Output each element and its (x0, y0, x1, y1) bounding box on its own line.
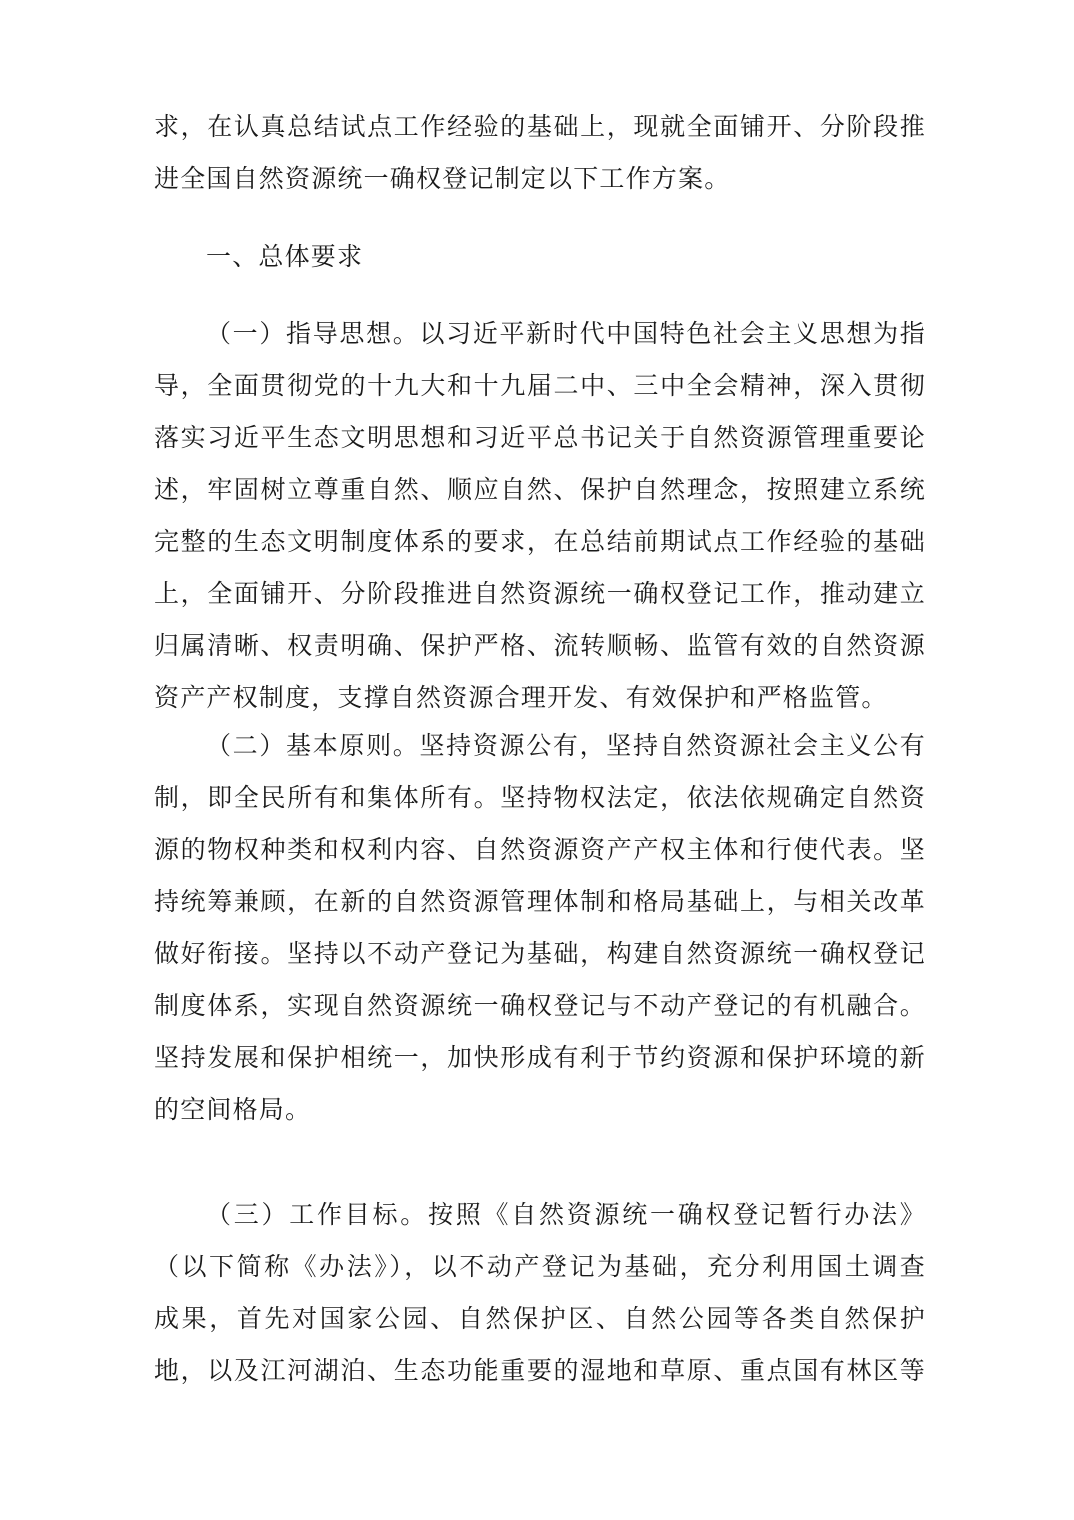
para2-line-5: 做好衔接。坚持以不动产登记为基础，构建自然资源统一确权登记 (154, 939, 926, 968)
para1-line-1: （一）指导思想。以习近平新时代中国特色社会主义思想为指 (206, 319, 926, 348)
section-heading-block (154, 231, 926, 283)
para1-line-2: 导，全面贯彻党的十九大和十九届二中、三中全会精神，深入贯彻 (154, 371, 926, 400)
para3-line-2: （以下简称《办法》），以不动产登记为基础，充分利用国土调查 (154, 1252, 926, 1281)
para2-line-7: 坚持发展和保护相统一，加快形成有利于节约资源和保护环境的新 (154, 1043, 926, 1072)
para2-line-3: 源的物权种类和权利内容、自然资源资产产权主体和行使代表。坚 (154, 835, 926, 864)
para1-line-4: 述，牢固树立尊重自然、顺应自然、保护自然理念，按照建立系统 (154, 475, 926, 504)
para1-line-7: 归属清晰、权责明确、保护严格、流转顺畅、监管有效的自然资源 (154, 631, 926, 660)
paragraph-guiding-ideology (154, 308, 926, 724)
para3-line-3: 成果，首先对国家公园、自然保护区、自然公园等各类自然保护 (154, 1304, 926, 1333)
paragraph-basic-principles (154, 720, 926, 1136)
para3-line-4: 地，以及江河湖泊、生态功能重要的湿地和草原、重点国有林区等 (154, 1356, 926, 1385)
para2-line-1: （二）基本原则。坚持资源公有，坚持自然资源社会主义公有 (206, 731, 926, 760)
para1-line-3: 落实习近平生态文明思想和习近平总书记关于自然资源管理重要论 (154, 423, 926, 452)
para1-line-8: 资产产权制度，支撑自然资源合理开发、有效保护和严格监管。 (154, 683, 888, 712)
paragraph-work-objectives (154, 1189, 926, 1397)
para2-line-2: 制，即全民所有和集体所有。坚持物权法定，依法依规确定自然资 (154, 783, 926, 812)
para2-line-4: 持统筹兼顾，在新的自然资源管理体制和格局基础上，与相关改革 (154, 887, 926, 916)
para3-line-1: （三）工作目标。按照《自然资源统一确权登记暂行办法》 (206, 1200, 926, 1229)
para1-line-5: 完整的生态文明制度体系的要求，在总结前期试点工作经验的基础 (154, 527, 926, 556)
para2-line-8: 的空间格局。 (154, 1095, 312, 1124)
intro-paragraph (154, 101, 926, 205)
intro-line-1: 求，在认真总结试点工作经验的基础上，现就全面铺开、分阶段推 (154, 112, 926, 141)
para1-line-6: 上，全面铺开、分阶段推进自然资源统一确权登记工作，推动建立 (154, 579, 926, 608)
intro-line-2: 进全国自然资源统一确权登记制定以下工作方案。 (154, 164, 731, 193)
para2-line-6: 制度体系，实现自然资源统一确权登记与不动产登记的有机融合。 (154, 991, 926, 1020)
section-heading: 一、总体要求 (206, 242, 364, 271)
